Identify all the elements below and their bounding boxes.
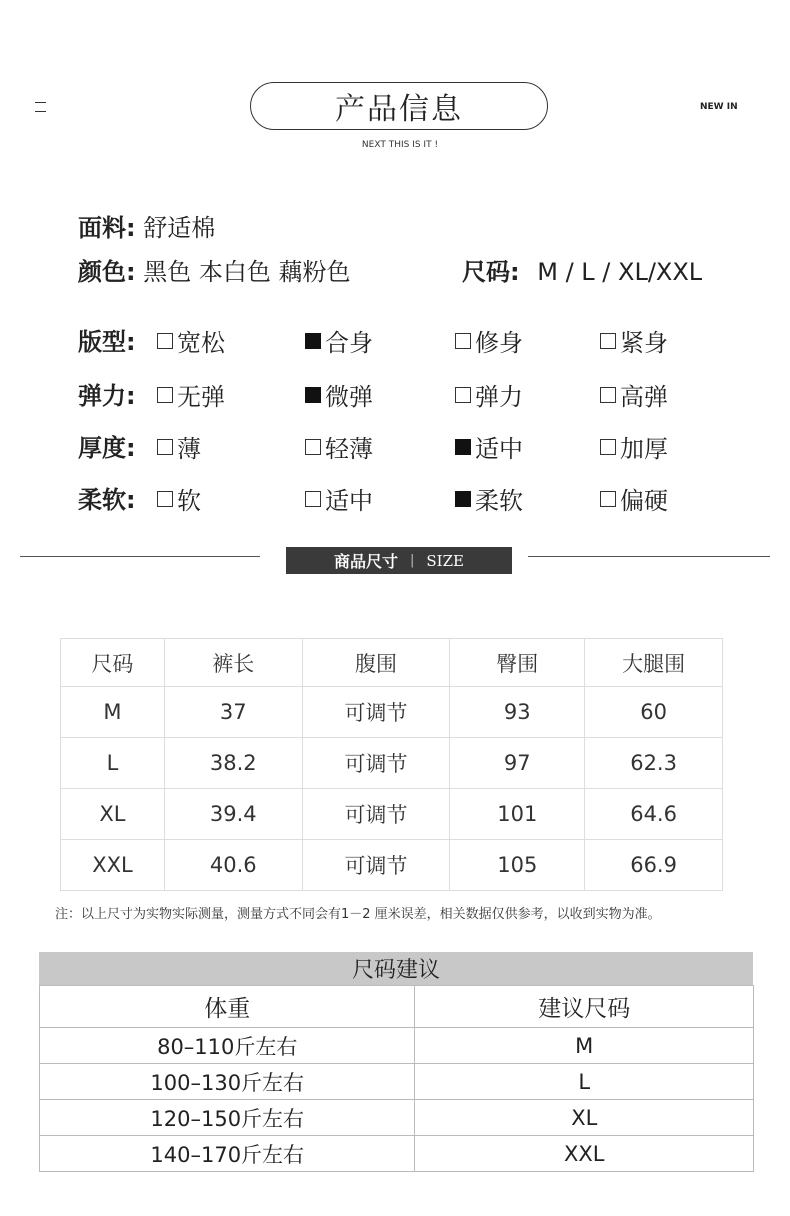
attribute-option-label: 适中: [475, 435, 523, 463]
table-cell: 101: [450, 789, 585, 840]
attribute-label: 厚度:: [78, 434, 136, 462]
menu-icon[interactable]: [35, 102, 46, 112]
attribute-option-label: 宽松: [177, 329, 225, 357]
attribute-option: [600, 323, 668, 358]
unchecked-box-icon: [305, 491, 321, 507]
attribute-option: [305, 323, 373, 358]
attribute-label: 柔软:: [78, 486, 136, 514]
table-cell: 105: [450, 840, 585, 891]
divider-left: [20, 556, 260, 557]
attribute-option-label: 适中: [325, 487, 373, 515]
checked-box-icon: [455, 491, 471, 507]
table-cell: XL: [61, 789, 165, 840]
recommend-cell: XL: [415, 1100, 754, 1136]
attribute-option: [157, 323, 225, 358]
recommend-row: [40, 1028, 754, 1064]
size-table: [60, 638, 723, 891]
recommend-title: 尺码建议: [39, 952, 753, 985]
size-section-banner: [286, 547, 512, 574]
unchecked-box-icon: [157, 439, 173, 455]
recommend-cell: M: [415, 1028, 754, 1064]
unchecked-box-icon: [455, 333, 471, 349]
table-cell: 66.9: [585, 840, 723, 891]
table-cell: 38.2: [164, 738, 302, 789]
recommend-row: [40, 1064, 754, 1100]
unchecked-box-icon: [600, 491, 616, 507]
table-cell: 37: [164, 687, 302, 738]
checked-box-icon: [305, 387, 321, 403]
table-header-row: [61, 639, 723, 687]
attribute-option-label: 薄: [177, 435, 201, 463]
color-value: 黑色 本白色 藕粉色: [143, 258, 351, 286]
attribute-option-label: 无弹: [177, 383, 225, 411]
size-value: M / L / XL/XXL: [537, 258, 703, 286]
table-cell: 64.6: [585, 789, 723, 840]
table-header-cell: 尺码: [61, 639, 165, 687]
attribute-option: [305, 377, 373, 412]
size-row: [462, 252, 702, 287]
measurement-note: 注：以上尺寸为实物实际测量，测量方式不同会有1－2 厘米误差，相关数据仅供参考，以收到实物为准。: [55, 907, 661, 922]
table-cell: 可调节: [302, 789, 450, 840]
recommend-table: [39, 985, 754, 1172]
unchecked-box-icon: [157, 491, 173, 507]
attribute-label: 版型:: [78, 328, 136, 356]
table-row: [61, 687, 723, 738]
table-header-cell: 臀围: [450, 639, 585, 687]
unchecked-box-icon: [600, 387, 616, 403]
color-row: [78, 252, 351, 287]
table-row: [61, 840, 723, 891]
unchecked-box-icon: [600, 333, 616, 349]
recommend-cell: 140–170斤左右: [40, 1136, 415, 1172]
attribute-option-label: 软: [177, 487, 201, 515]
attribute-option-label: 高弹: [620, 383, 668, 411]
attribute-option-label: 微弹: [325, 383, 373, 411]
attribute-option: [455, 429, 523, 464]
section-title: 商品尺寸: [334, 552, 399, 571]
table-cell: 可调节: [302, 840, 450, 891]
divider-right: [528, 556, 770, 557]
page-subtitle: NEXT THIS IS IT !: [361, 140, 439, 150]
section-title-en: SIZE: [426, 551, 464, 570]
attribute-option-label: 修身: [475, 329, 523, 357]
unchecked-box-icon: [157, 387, 173, 403]
table-cell: 可调节: [302, 687, 450, 738]
attribute-option-label: 柔软: [475, 487, 523, 515]
table-cell: 93: [450, 687, 585, 738]
size-label: 尺码:: [462, 258, 520, 286]
attribute-option: [157, 429, 201, 464]
recommend-cell: 100–130斤左右: [40, 1064, 415, 1100]
recommend-cell: 80–110斤左右: [40, 1028, 415, 1064]
attribute-option: [305, 481, 373, 516]
attribute-label: 弹力:: [78, 382, 136, 410]
attribute-option-label: 弹力: [475, 383, 523, 411]
table-cell: 39.4: [164, 789, 302, 840]
table-header-cell: 腹围: [302, 639, 450, 687]
recommend-cell: XXL: [415, 1136, 754, 1172]
attribute-option-label: 合身: [325, 329, 373, 357]
table-cell: M: [61, 687, 165, 738]
attribute-option: [600, 429, 668, 464]
table-header-cell: 裤长: [164, 639, 302, 687]
section-separator: |: [410, 553, 415, 568]
recommend-row: [40, 1136, 754, 1172]
page-title: 产品信息: [250, 82, 548, 130]
table-cell: L: [61, 738, 165, 789]
table-row: [61, 789, 723, 840]
fabric-row: [78, 208, 215, 243]
attribute-option: [600, 377, 668, 412]
fabric-value: 舒适棉: [143, 214, 216, 242]
table-cell: 60: [585, 687, 723, 738]
unchecked-box-icon: [305, 439, 321, 455]
checked-box-icon: [455, 439, 471, 455]
attribute-option: [600, 481, 668, 516]
table-cell: XXL: [61, 840, 165, 891]
attribute-option: [305, 429, 373, 464]
attribute-option: [455, 323, 523, 358]
recommend-header-cell: 体重: [40, 986, 415, 1028]
recommend-header-cell: 建议尺码: [415, 986, 754, 1028]
table-cell: 可调节: [302, 738, 450, 789]
recommend-cell: L: [415, 1064, 754, 1100]
new-in-label: NEW IN: [700, 102, 738, 112]
table-cell: 97: [450, 738, 585, 789]
attribute-option: [455, 481, 523, 516]
checked-box-icon: [305, 333, 321, 349]
attribute-option-label: 偏硬: [620, 487, 668, 515]
unchecked-box-icon: [600, 439, 616, 455]
attribute-option: [157, 377, 225, 412]
unchecked-box-icon: [157, 333, 173, 349]
recommend-header-row: [40, 986, 754, 1028]
table-header-cell: 大腿围: [585, 639, 723, 687]
recommend-row: [40, 1100, 754, 1136]
color-label: 颜色:: [78, 258, 136, 286]
recommend-cell: 120–150斤左右: [40, 1100, 415, 1136]
attribute-option: [157, 481, 201, 516]
unchecked-box-icon: [455, 387, 471, 403]
attribute-option: [455, 377, 523, 412]
attribute-option-label: 轻薄: [325, 435, 373, 463]
fabric-label: 面料:: [78, 214, 136, 242]
table-cell: 62.3: [585, 738, 723, 789]
table-row: [61, 738, 723, 789]
attribute-option-label: 紧身: [620, 329, 668, 357]
attribute-option-label: 加厚: [620, 435, 668, 463]
table-cell: 40.6: [164, 840, 302, 891]
